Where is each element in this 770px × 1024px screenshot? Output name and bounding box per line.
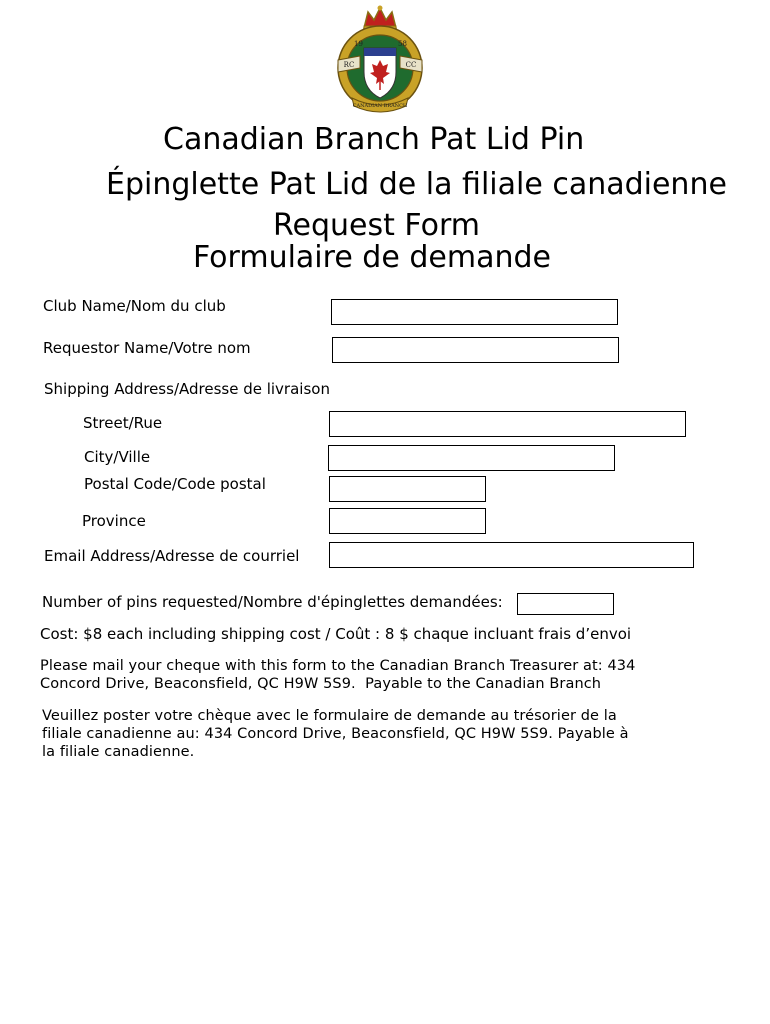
title-french: Épinglette Pat Lid de la filiale canadienne <box>106 167 727 202</box>
instructions-english-line2: Concord Drive, Beaconsfield, QC H9W 5S9. Payable to the Canadian Branch <box>40 676 602 692</box>
requestor-name-label: Requestor Name/Votre nom <box>43 339 251 357</box>
requestor-name-input[interactable] <box>332 337 619 363</box>
city-input[interactable] <box>328 445 615 471</box>
instructions-french-line3: la filiale canadienne. <box>42 744 195 760</box>
crest-cc-text: CC <box>405 61 417 69</box>
instructions-french-line2: filiale canadienne au: 434 Concord Drive, Beaconsfield, QC H9W 5S9. Payable à <box>42 726 629 742</box>
pins-requested-input[interactable] <box>517 593 614 615</box>
street-label: Street/Rue <box>83 414 163 432</box>
email-label: Email Address/Adresse de courriel <box>44 547 300 565</box>
instructions-french-line1: Veuillez poster votre chèque avec le formulaire de demande au trésorier de la <box>42 708 617 724</box>
club-name-input[interactable] <box>331 299 618 325</box>
crest-year-left: 19 <box>354 40 363 48</box>
province-label: Province <box>82 512 146 530</box>
instructions-english <box>40 657 740 693</box>
shipping-address-heading: Shipping Address/Adresse de livraison <box>44 380 330 398</box>
formulaire-heading: Formulaire de demande <box>193 240 551 275</box>
instructions-french <box>42 707 742 761</box>
pins-requested-label: Number of pins requested/Nombre d'épinglettes demandées: <box>42 593 503 611</box>
street-input[interactable] <box>329 411 686 437</box>
instructions-english-line1: Please mail your cheque with this form to the Canadian Branch Treasurer at: 434 <box>40 658 636 674</box>
email-input[interactable] <box>329 542 694 568</box>
cost-text: Cost: $8 each including shipping cost / Coût : 8 $ chaque incluant frais d’envoi <box>40 625 632 643</box>
crest-logo <box>330 2 430 114</box>
postal-code-input[interactable] <box>329 476 486 502</box>
request-form-heading: Request Form <box>273 208 480 243</box>
crest-year-right: 58 <box>398 40 407 48</box>
city-label: City/Ville <box>84 448 151 466</box>
postal-code-label: Postal Code/Code postal <box>84 475 266 493</box>
title-english: Canadian Branch Pat Lid Pin <box>163 122 585 157</box>
crest-rc-text: RC <box>343 61 355 69</box>
crest-ribbon-text: CANADIAN BRANCH <box>352 103 408 109</box>
crest-icon <box>330 2 430 114</box>
province-input[interactable] <box>329 508 486 534</box>
club-name-label: Club Name/Nom du club <box>43 297 226 315</box>
